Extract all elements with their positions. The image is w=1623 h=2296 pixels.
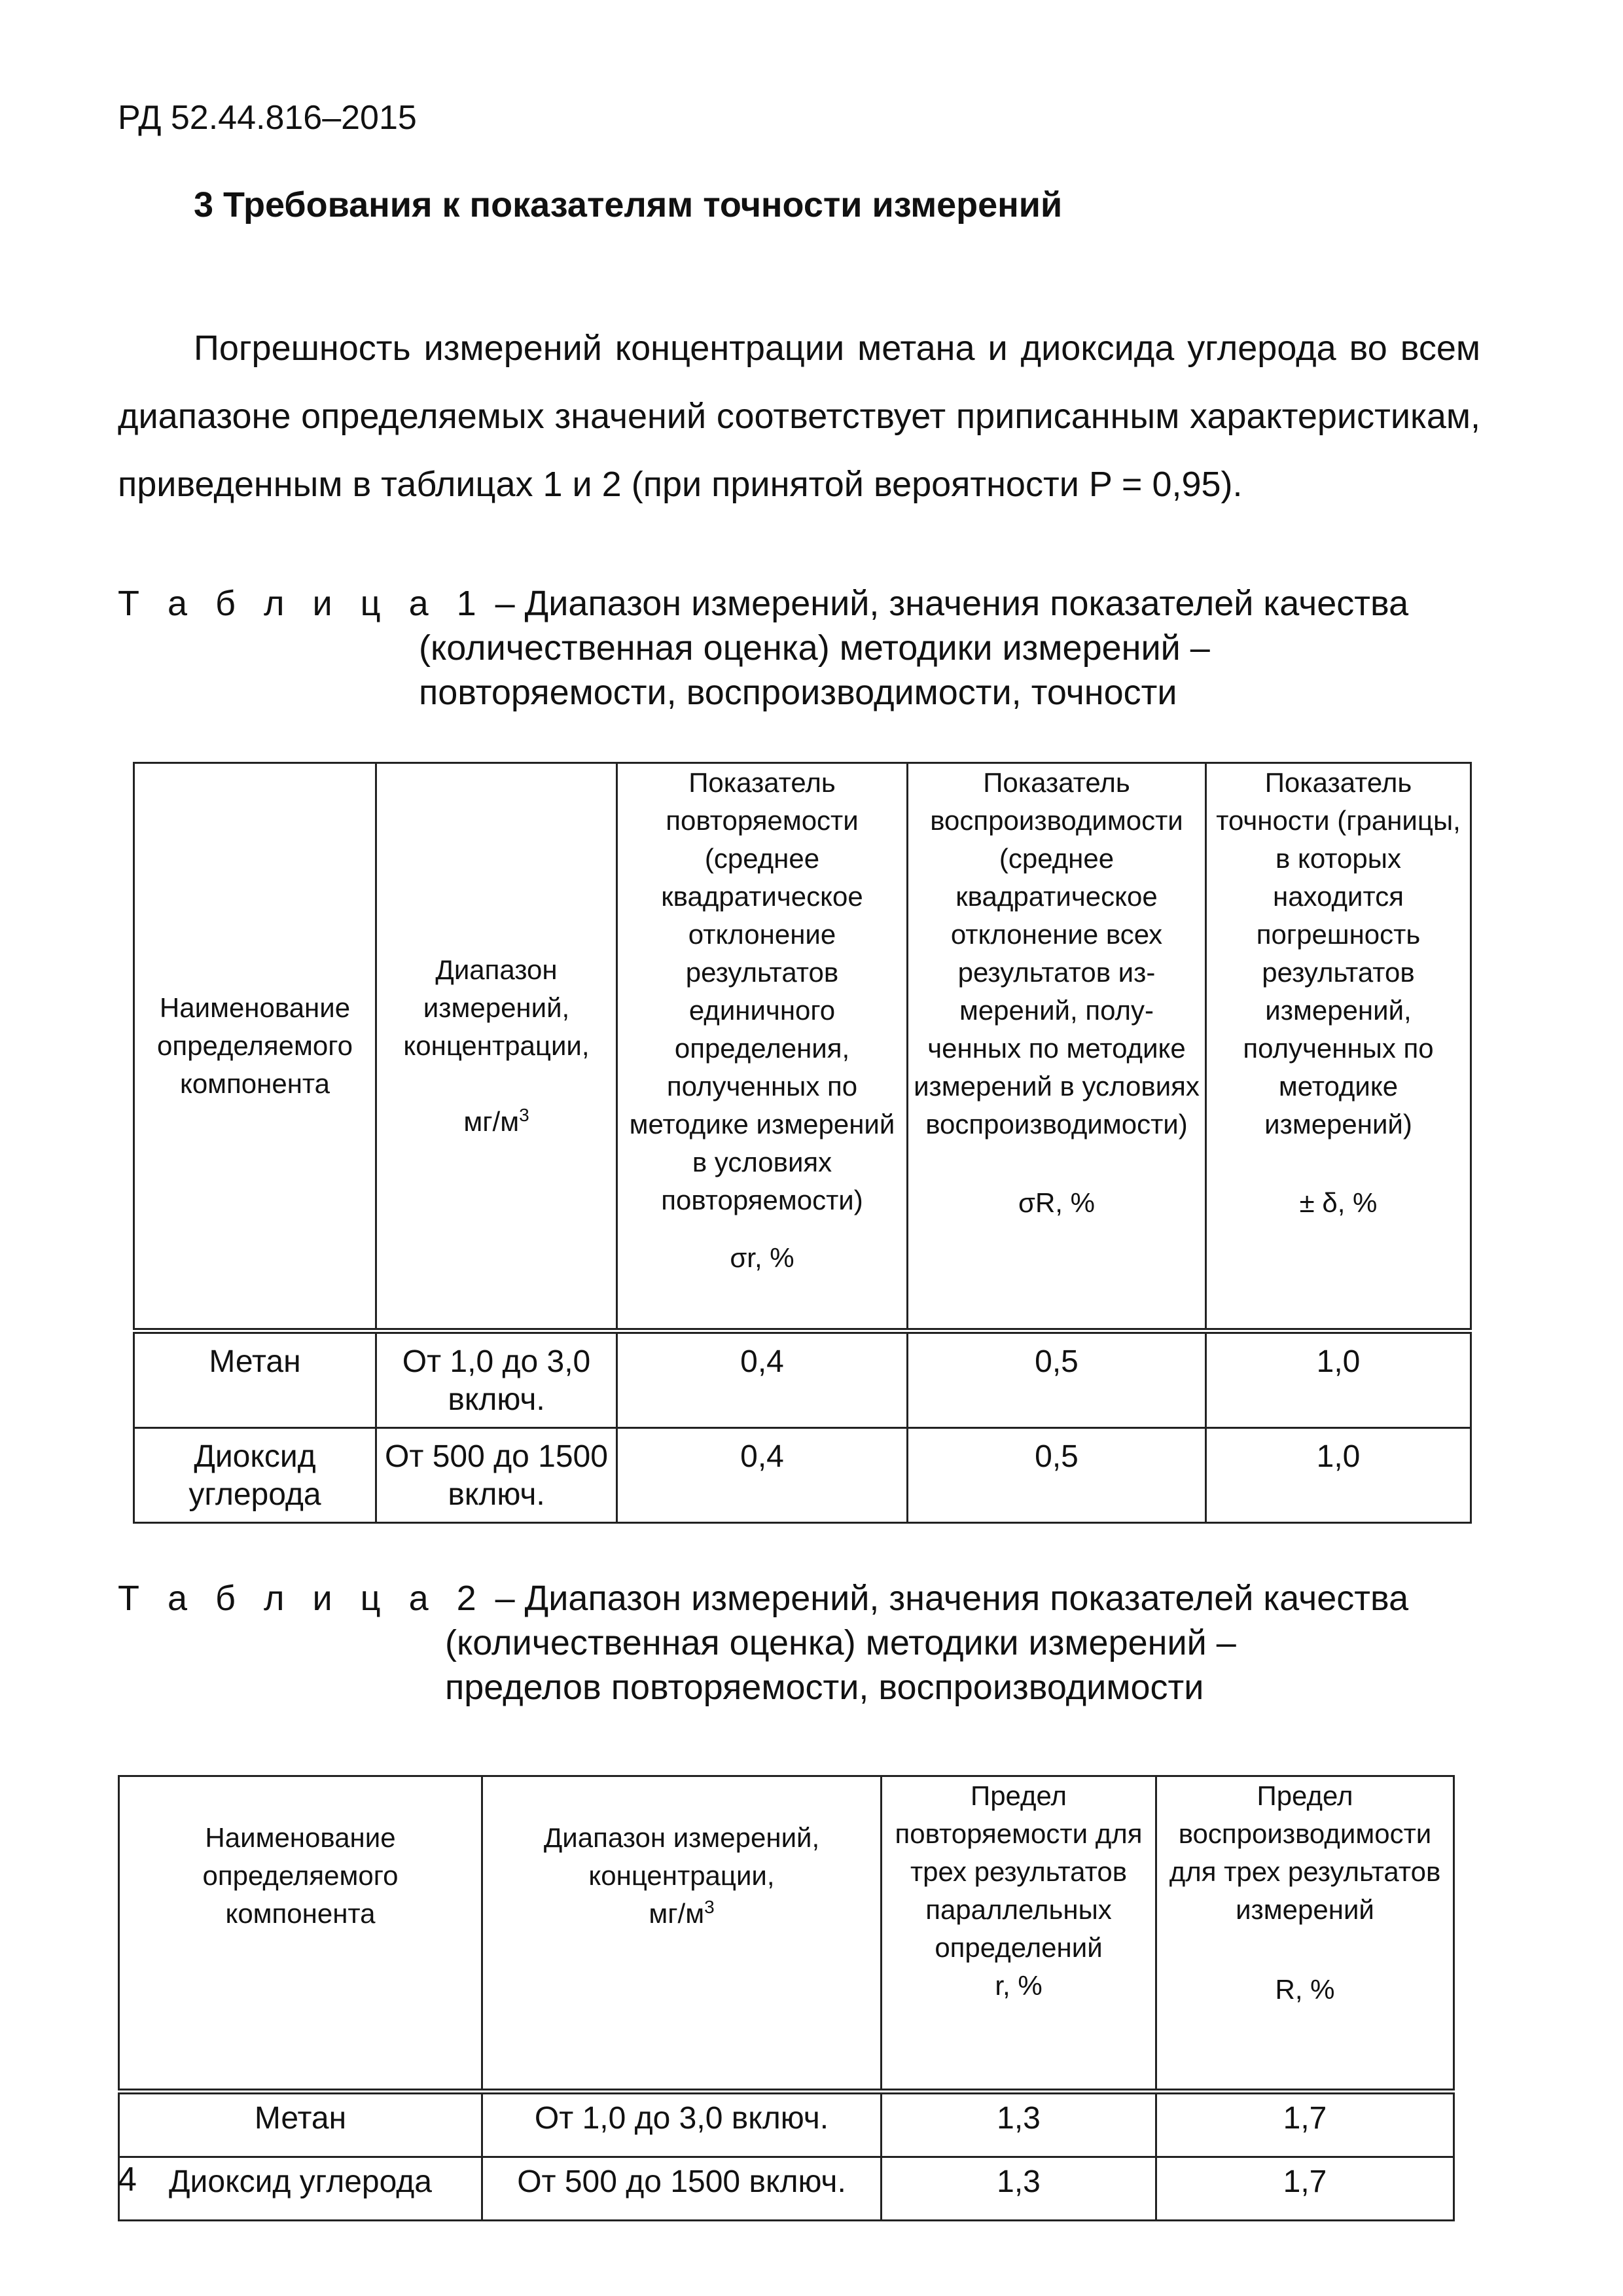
section-title: 3 Требования к показателям точности измерений	[194, 185, 1063, 224]
table1-caption	[118, 581, 1558, 715]
table1-header-range: Диапазон измерений, концентрации, $мг/м^3$	[376, 763, 617, 1331]
table1-cell-range: От 500 до 1500 включ.	[376, 1428, 617, 1523]
table2-cell-component: Метан	[119, 2092, 482, 2157]
table2-header-range-unit: мг/м	[649, 1898, 705, 1929]
table2-cell-r: 1,3	[882, 2092, 1156, 2157]
table1-cell-delta: 1,0	[1206, 1428, 1471, 1523]
table1-cell-component: Метан	[134, 1331, 376, 1428]
table2-caption-line3: пределов повторяемости, воспроизводимости	[445, 1668, 1204, 1707]
table2-header-row	[119, 1776, 1454, 2092]
table2-caption-prefix: Т а б л и ц а 2	[118, 1579, 486, 1618]
table1-caption-prefix: Т а б л и ц а 1	[118, 584, 486, 623]
table2-header-range: Диапазон измерений, концентрации, $мг/м^3$	[482, 1776, 882, 2092]
table2-cell-R: 1,7	[1156, 2157, 1454, 2221]
table1-cell-sR: 0,5	[908, 1428, 1206, 1523]
table1-header-reproducibility: Показатель воспроизводимости (среднее квадратическое отклонение всех результатов из-мерений, полу-ченных по методике измерений в условиях воспроизводимости) σR, %	[908, 763, 1206, 1331]
table1-header-row	[134, 763, 1471, 1331]
table2-header-component: Наименование определяемого компонента	[119, 1776, 482, 2092]
table1-cell-sr: 0,4	[617, 1331, 908, 1428]
table1-header-repeatability-symbol: σr, %	[730, 1242, 794, 1273]
table2-caption	[118, 1576, 1558, 1710]
table1-header-reproducibility-symbol: σR, %	[1018, 1187, 1095, 1218]
table-row	[134, 1428, 1471, 1523]
table2-header-r-limit: Предел повторяемости для трех результатов параллельных определений r, %	[882, 1776, 1156, 2092]
table1-cell-sR: 0,5	[908, 1331, 1206, 1428]
table1	[133, 762, 1472, 1524]
table2-cell-r: 1,3	[882, 2157, 1156, 2221]
table-row	[119, 2092, 1454, 2157]
table1-caption-line1: – Диапазон измерений, значения показателей качества	[485, 584, 1409, 623]
table2-header-R-symbol: R, %	[1275, 1974, 1335, 2005]
table1-cell-delta: 1,0	[1206, 1331, 1471, 1428]
table2-cell-range: От 500 до 1500 включ.	[482, 2157, 882, 2221]
body-paragraph	[118, 314, 1480, 518]
table-row	[119, 2157, 1454, 2221]
table2-cell-R: 1,7	[1156, 2092, 1454, 2157]
page-number: 4	[118, 2161, 137, 2198]
document-code: РД 52.44.816–2015	[118, 99, 417, 137]
table1-caption-line2: (количественная оценка) методики измерений –	[419, 628, 1210, 668]
table-row	[134, 1331, 1471, 1428]
table1-caption-line3: повторяемости, воспроизводимости, точности	[419, 673, 1177, 712]
table1-header-accuracy: Показатель точности (границы, в которых находится погрешность результатов измерений, полученных по методике измерений) ± δ, %	[1206, 763, 1471, 1331]
table1-header-repeatability: Показатель повторяемости (среднее квадратическое отклонение результатов единичного определения, полученных по методике измерений в условиях повторяемости) σr, %	[617, 763, 908, 1331]
table2-cell-component: Диоксид углерода	[119, 2157, 482, 2221]
table1-header-accuracy-symbol: ± δ, %	[1299, 1187, 1378, 1218]
table1-header-range-unit: мг/м	[463, 1106, 520, 1137]
table1-cell-sr: 0,4	[617, 1428, 908, 1523]
table2-header-R-limit: Предел воспроизводимости для трех результатов измерений R, %	[1156, 1776, 1454, 2092]
table1-cell-component: Диоксид углерода	[134, 1428, 376, 1523]
paragraph-text: Погрешность измерений концентрации метана и диоксида углерода во всем диапазоне определяемых значений соответствует приписанным характеристикам, приведенным в таблицах 1 и 2 (при принятой вероятности P = 0,95).	[118, 329, 1480, 504]
table1-header-component: Наименование определяемого компонента	[134, 763, 376, 1331]
table1-cell-range: От 1,0 до 3,0 включ.	[376, 1331, 617, 1428]
table2-header-r-symbol: r, %	[995, 1970, 1043, 2001]
table2-caption-line2: (количественная оценка) методики измерений –	[445, 1623, 1236, 1662]
table2-cell-range: От 1,0 до 3,0 включ.	[482, 2092, 882, 2157]
table2	[118, 1775, 1455, 2221]
table2-caption-line1: – Диапазон измерений, значения показателей качества	[485, 1579, 1409, 1618]
